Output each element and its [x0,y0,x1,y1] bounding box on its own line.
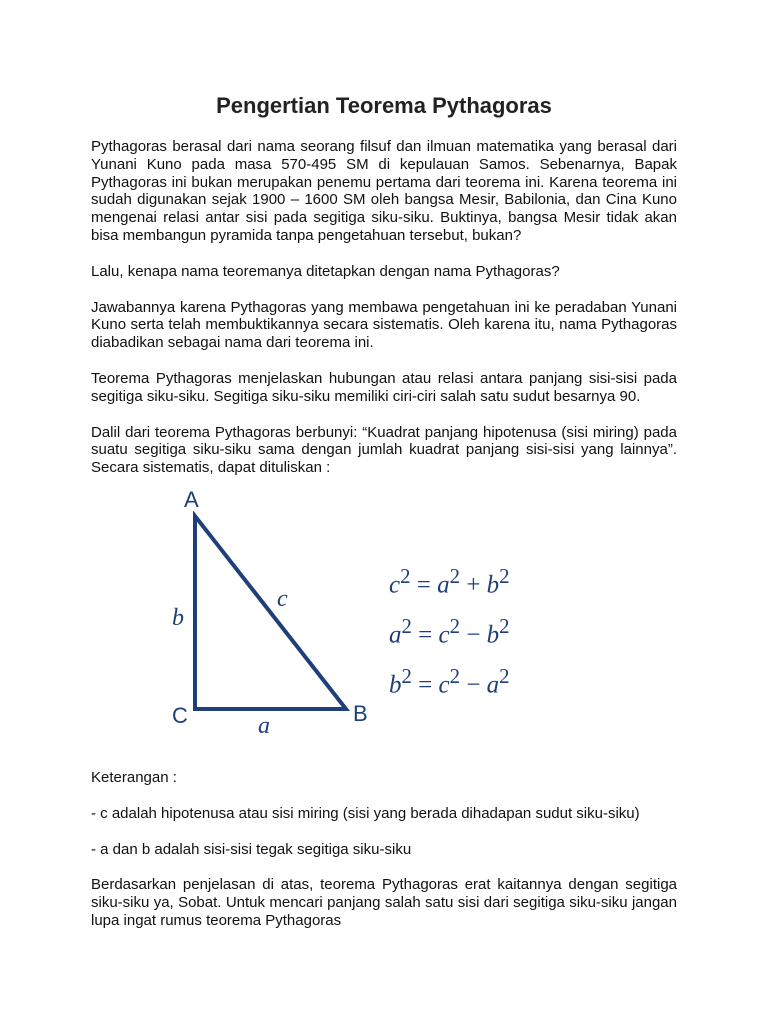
paragraph-question: Lalu, kenapa nama teoremanya ditetapkan dengan nama Pythagoras? [91,262,560,280]
paragraph-answer: Jawabannya karena Pythagoras yang membawa pengetahuan ini ke peradaban Yunani Kuno serta telah membuktikannya secara sistematis. Oleh karena itu, nama Pythagoras diabadikan sebagai nama dari teorema ini. [91,298,677,352]
vertex-c-label: C [172,702,188,728]
paragraph-definition: Teorema Pythagoras menjelaskan hubungan atau relasi antara panjang sisi-sisi pada segitiga siku-siku. Segitiga siku-siku memiliki ciri-ciri salah satu sudut besarnya 90. [91,369,677,405]
paragraph-origin: Pythagoras berasal dari nama seorang filsuf dan ilmuan matematika yang berasal dari Yunani Kuno pada masa 570-495 SM di kepulauan Samos. Sebenarnya, Bapak Pythagoras ini bukan merupakan penemu pertama dari teorema ini. Karena teorema ini sudah digunakan sejak 1900 – 1600 SM oleh bangsa Mesir, Babilonia, dan Cina Kuno mengenai relasi antar sisi pada segitiga siku-siku. Buktinya, bangsa Mesir tidak akan bisa membangun pyramida tanpa pengetahuan tersebut, bukan? [91,138,677,244]
pythagoras-figure [91,486,677,769]
vertex-b-label: B [353,700,368,726]
formula-a-squared: $a^2 = c^2 - b^2$ [389,613,510,649]
formula-c-squared: $c^2 = a^2 + b^2$ [389,563,510,599]
side-a-label: a [258,712,270,739]
page-title: Pengertian Teorema Pythagoras [216,93,552,118]
right-triangle-shape [195,516,346,709]
side-b-label: b [172,604,184,631]
side-c-label: c [277,585,288,612]
formula-b-squared: $b^2 = c^2 - a^2$ [389,663,510,699]
paragraph-closing: Berdasarkan penjelasan di atas, teorema Pythagoras erat kaitannya dengan segitiga siku-siku ya, Sobat. Untuk mencari panjang salah satu sisi dari segitiga siku-siku jangan lupa ingat rumus teorema Pythagoras [91,876,677,929]
paragraph-theorem: Dalil dari teorema Pythagoras berbunyi: “Kuadrat panjang hipotenusa (sisi miring) pada suatu segitiga siku-siku sama dengan jumlah kuadrat panjang sisi-sisi yang lainnya”. Secara sistematis, dapat dituliskan : [91,423,677,477]
keterangan-heading: Keterangan : [91,768,177,786]
note-hypotenuse: - c adalah hipotenusa atau sisi miring (sisi yang berada dihadapan sudut siku-siku) [91,804,640,822]
note-legs: - a dan b adalah sisi-sisi tegak segitiga siku-siku [91,840,412,858]
formula-list [389,551,510,701]
vertex-a-label: A [184,486,199,512]
document-body [91,138,677,948]
right-triangle-diagram [91,486,391,769]
